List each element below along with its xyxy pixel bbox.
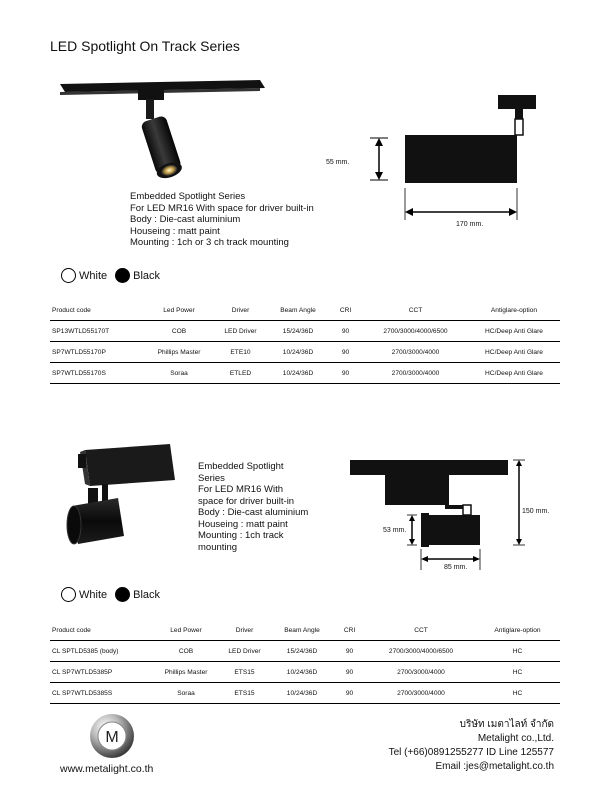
dimension-total-label: 150 mm. — [522, 508, 550, 515]
spotlight-body-shape — [405, 135, 517, 183]
column-header: Led Power — [163, 306, 195, 314]
table-row — [50, 641, 560, 662]
description-1 — [130, 191, 314, 249]
logo-letter: M — [105, 729, 119, 746]
dimension-height-label: 55 mm. — [326, 159, 350, 166]
table-cell: 15/24/36D — [268, 321, 328, 342]
column-header: CCT — [414, 626, 428, 634]
driver-box-shape — [385, 475, 449, 505]
table-cell: CL SP7WTLD5385S — [50, 683, 155, 704]
description-line: space for driver built-in — [198, 495, 295, 507]
table-cell: ETLED — [213, 363, 268, 384]
table-cell: 2700/3000/4000 — [367, 683, 475, 704]
dimension-diagram-2 — [345, 455, 545, 580]
description-line: Body : Die-cast aluminium — [130, 214, 241, 225]
company-info — [389, 718, 554, 774]
column-header: CRI — [343, 626, 356, 634]
contact-phone: Tel (+66)0891255277 ID Line 125577 — [388, 747, 554, 758]
spec-table-2 — [50, 620, 560, 704]
table-cell: SP13WTLD55170T — [50, 321, 145, 342]
table-cell: HC — [475, 683, 560, 704]
table-cell: 2700/3000/4000 — [367, 662, 475, 683]
description-line: For LED MR16 With — [198, 484, 283, 495]
white-swatch-icon — [61, 587, 76, 602]
table-cell: 90 — [332, 641, 367, 662]
description-line: Mounting : 1ch or 3 ch track mounting — [130, 237, 289, 248]
table-cell: Phillips Master — [145, 342, 213, 363]
track-adapter — [498, 95, 536, 109]
table-row — [50, 363, 560, 384]
description-line: Series — [198, 472, 225, 484]
description-line: For LED MR16 With space for driver built-in — [130, 202, 314, 214]
table-cell: HC/Deep Anti Glare — [468, 321, 560, 342]
table-cell: 2700/3000/4000 — [363, 363, 468, 384]
company-name: Metalight co.,Ltd. — [477, 733, 554, 744]
contact-email[interactable]: Email :jes@metalight.co.th — [435, 761, 554, 772]
table-row — [50, 321, 560, 342]
table-cell: 15/24/36D — [272, 641, 332, 662]
table-cell: 90 — [328, 321, 363, 342]
dimension-diagram-1 — [360, 90, 540, 230]
table-row — [50, 683, 560, 704]
table-row — [50, 342, 560, 363]
table-cell: SP7WTLD55170S — [50, 363, 145, 384]
column-header: CCT — [408, 306, 423, 314]
color-label: White — [79, 588, 108, 601]
table-cell: ETE10 — [213, 342, 268, 363]
table-header-row — [50, 620, 560, 641]
dimension-head-label: 53 mm. — [383, 527, 407, 534]
table-cell: COB — [145, 321, 213, 342]
color-label: White — [79, 269, 108, 282]
table-cell: 90 — [332, 662, 367, 683]
track-rail-shape — [350, 460, 508, 475]
company-name-thai: บริษัท เมตาไลท์ จำกัด — [459, 719, 554, 730]
dimension-length-label: 170 mm. — [456, 221, 484, 228]
table-cell: LED Driver — [213, 321, 268, 342]
table-cell: 10/24/36D — [268, 342, 328, 363]
spec-table-1 — [50, 300, 560, 384]
table-cell: Phillips Master — [155, 662, 217, 683]
color-label: Black — [133, 269, 161, 282]
color-label: Black — [133, 588, 161, 601]
column-header: Beam Angle — [284, 626, 320, 634]
description-2 — [198, 461, 308, 553]
table-cell: Soraa — [155, 683, 217, 704]
table-cell: 10/24/36D — [268, 363, 328, 384]
table-cell: 90 — [328, 363, 363, 384]
column-header: Product code — [52, 306, 91, 314]
column-header: Antiglare-option — [490, 306, 538, 314]
table-cell: 90 — [332, 683, 367, 704]
table-row — [50, 662, 560, 683]
column-header: Product code — [52, 626, 91, 634]
description-line: Houseing : matt paint — [130, 225, 220, 237]
table-cell: 10/24/36D — [272, 683, 332, 704]
column-header: CRI — [339, 306, 352, 314]
color-options-2 — [61, 587, 168, 602]
white-swatch-icon — [61, 268, 76, 283]
website-link[interactable]: www.metalight.co.th — [60, 763, 154, 775]
column-header: Antiglare-option — [494, 626, 541, 634]
metalight-logo-icon — [88, 712, 136, 760]
black-swatch-icon — [115, 268, 130, 283]
table-cell: CL SP7WTLD5385P — [50, 662, 155, 683]
table-cell: COB — [155, 641, 217, 662]
description-line: Houseing : matt paint — [198, 518, 288, 530]
table-cell: HC/Deep Anti Glare — [468, 342, 560, 363]
table-cell: Soraa — [145, 363, 213, 384]
table-cell: CL SPTLD5385 (body) — [50, 641, 155, 662]
table-cell: HC — [475, 662, 560, 683]
table-cell: HC — [475, 641, 560, 662]
table-cell: ETS15 — [217, 662, 272, 683]
table-header-row — [50, 300, 560, 321]
description-line: Embedded Spotlight — [198, 461, 284, 472]
table-cell: 2700/3000/4000/6500 — [363, 321, 468, 342]
description-line: Embedded Spotlight Series — [130, 191, 246, 202]
spotlight-photo-2 — [60, 440, 180, 560]
table-cell: LED Driver — [217, 641, 272, 662]
table-cell: 90 — [328, 342, 363, 363]
spotlight-head-shape — [425, 515, 480, 545]
table-cell: SP7WTLD55170P — [50, 342, 145, 363]
spotlight-photo-1 — [60, 62, 270, 192]
black-swatch-icon — [115, 587, 130, 602]
column-header: Driver — [231, 306, 250, 314]
table-cell: ETS15 — [217, 683, 272, 704]
description-line: Mounting : 1ch track — [198, 530, 284, 541]
page-title: LED Spotlight On Track Series — [50, 38, 240, 54]
column-header: Beam Angle — [280, 306, 316, 314]
column-header: Driver — [235, 626, 254, 634]
dimension-width-label: 85 mm. — [444, 564, 468, 571]
column-header: Led Power — [170, 626, 202, 634]
color-options-1 — [61, 268, 168, 283]
description-line: Body : Die-cast aluminium — [198, 507, 309, 518]
description-line: mounting — [198, 541, 238, 553]
table-cell: HC/Deep Anti Glare — [468, 363, 560, 384]
table-cell: 2700/3000/4000/6500 — [367, 641, 475, 662]
table-cell: 2700/3000/4000 — [363, 342, 468, 363]
table-cell: 10/24/36D — [272, 662, 332, 683]
